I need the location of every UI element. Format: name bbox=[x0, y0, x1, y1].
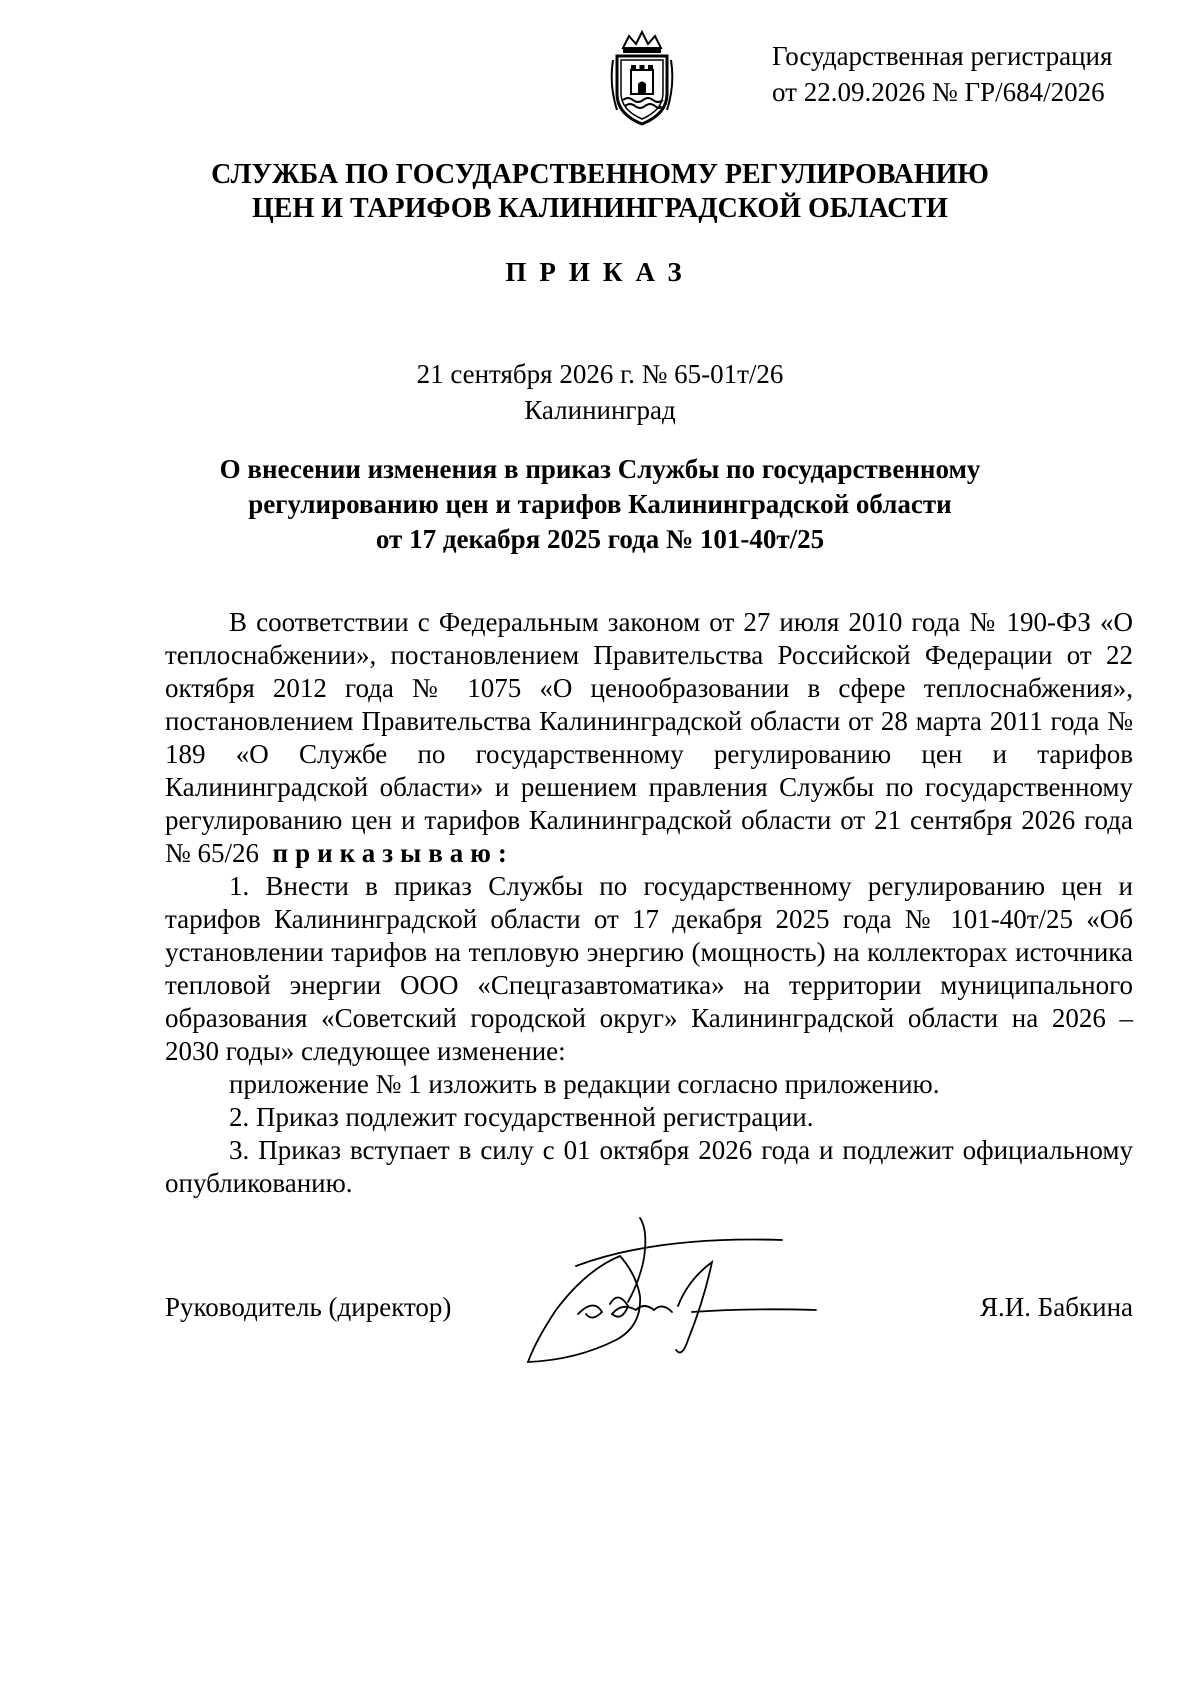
document-type: ПРИКАЗ bbox=[505, 257, 695, 287]
subject-line-3: от 17 декабря 2025 года № 101-40т/25 bbox=[375, 524, 825, 554]
preamble-paragraph bbox=[165, 606, 1133, 870]
order-city: Калининград bbox=[524, 395, 676, 425]
signer-position: Руководитель (директор) bbox=[165, 1292, 452, 1322]
subject-line-1: О внесении изменения в приказ Службы по государственному bbox=[219, 454, 981, 484]
organization-line-2: ЦЕН И ТАРИФОВ КАЛИНИНГРАДСКОЙ ОБЛАСТИ bbox=[252, 193, 948, 224]
registration-title: Государственная регистрация bbox=[772, 41, 1113, 71]
item-3: 3. Приказ вступает в силу с 01 октября 2026 года и подлежит официальному опубликованию. bbox=[165, 1135, 1133, 1198]
item-1: 1. Внести в приказ Службы по государственному регулированию цен и тарифов Калининградской области от 17 декабря 2025 года № 101-40т/25 «Об установлении тарифов на тепловую энергию (мощность) на коллекторах источника тепловой энергии ООО «Спецгазавтоматика» на территории муниципального образования «Советский городской округ» Калининградской области на 2026 – 2030 годы» следующее изменение: bbox=[165, 871, 1133, 1066]
order-word: приказываю: bbox=[272, 838, 514, 868]
order-subject bbox=[0, 452, 1200, 557]
subject-line-2: регулированию цен и тарифов Калининградской области bbox=[248, 489, 952, 519]
order-date-number: 21 сентября 2026 г. № 65-01т/26 bbox=[416, 359, 784, 389]
signer-name: Я.И. Бабкина bbox=[980, 1292, 1133, 1322]
organization-line-1: СЛУЖБА ПО ГОСУДАРСТВЕННОМУ РЕГУЛИРОВАНИЮ bbox=[211, 159, 989, 190]
order-details bbox=[0, 356, 1200, 428]
handwritten-signature bbox=[516, 1210, 838, 1370]
item-1-change: приложение № 1 изложить в редакции согласно приложению. bbox=[229, 1069, 940, 1099]
preamble-text: В соответствии с Федеральным законом от 27 июля 2010 года № 190-ФЗ «О теплоснабжении», постановлением Правительства Российской Федерации от 22 октября 2012 года № 1075 «О ценообразовании в сфере теплоснабжения», постановлением Правительства Калининградской области от 28 марта 2011 года № 189 «О Службе по государственному регулированию цен и тарифов Калининградской области» и решением правления Службы по государственному регулированию цен и тарифов Калининградской области от 21 сентября 2026 года № 65/26 bbox=[165, 607, 1133, 868]
registration-stamp bbox=[772, 38, 1112, 110]
registration-number: от 22.09.2026 № ГР/684/2026 bbox=[772, 77, 1105, 107]
organization-name bbox=[0, 158, 1200, 226]
item-2: 2. Приказ подлежит государственной регистрации. bbox=[229, 1102, 814, 1132]
order-body bbox=[165, 606, 1133, 1200]
coat-of-arms-icon bbox=[609, 30, 675, 128]
